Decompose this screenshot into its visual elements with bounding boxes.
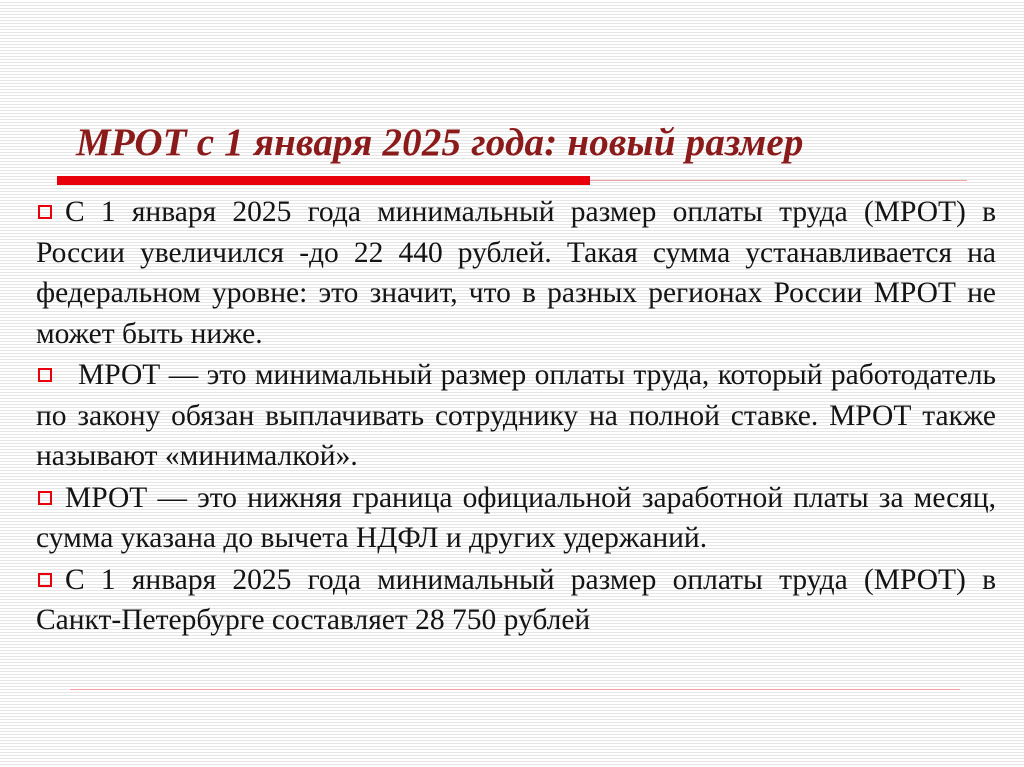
list-item — [36, 355, 996, 477]
list-item-text: С 1 января 2025 года минимальный размер оплаты труда (МРОТ) в Санкт-Петербурге составляет 28 750 рублей — [36, 563, 996, 636]
title-underline-accent — [57, 176, 590, 185]
bullet-list — [36, 192, 996, 642]
list-item — [36, 478, 996, 559]
slide-title: МРОТ с 1 января 2025 года: новый размер — [76, 121, 804, 164]
hollow-square-bullet-icon — [38, 573, 52, 587]
hollow-square-bullet-icon — [38, 205, 52, 219]
list-item-text: С 1 января 2025 года минимальный размер оплаты труда (МРОТ) в России увеличился -до 22 440 рублей. Такая сумма устанавливается на федеральном уровне: это значит, что в разных регионах России МРОТ не может быть ниже. — [36, 196, 996, 350]
list-item — [36, 192, 996, 354]
footer-divider — [70, 689, 960, 690]
list-item — [36, 560, 996, 641]
list-item-text: МРОТ — это минимальный размер оплаты труда, который работодатель по закону обязан выплачивать сотруднику на полной ставке. МРОТ также называют «минималкой». — [36, 359, 996, 472]
list-item-text: МРОТ — это нижняя граница официальной заработной платы за месяц, сумма указана до вычета НДФЛ и других удержаний. — [36, 481, 996, 554]
hollow-square-bullet-icon — [38, 491, 52, 505]
hollow-square-bullet-icon — [38, 368, 52, 382]
